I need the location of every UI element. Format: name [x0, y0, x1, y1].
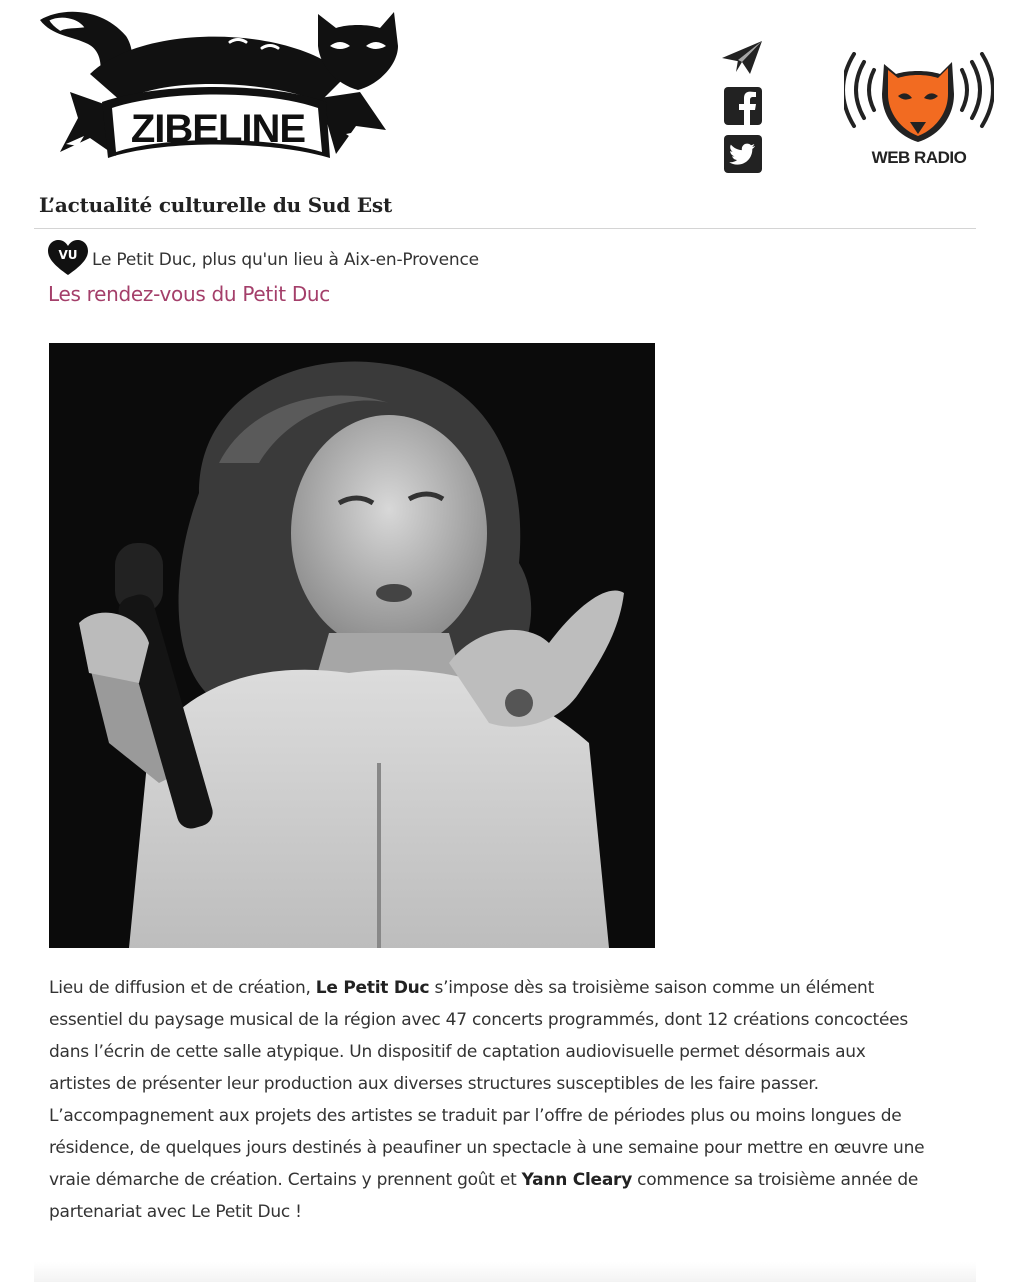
web-radio-link[interactable] — [844, 52, 994, 174]
body-bold-artist: Yann Cleary — [521, 1170, 633, 1190]
logo-wordmark: ZIBELINE — [130, 107, 306, 151]
body-text-segment: s’impose dès sa troisième saison comme un élément essentiel du paysage musical de la région avec 47 concerts programmés, dont 12 créations concoctées dans l’écrin de cette salle atypique. Un dispositif de captation audiovisuelle permet désormais aux artistes de présenter leur production aux diverses structures susceptibles de les faire passer. L’accompagnement aux projets des artistes se traduit par l’offre de périodes plus ou moins longues de résidence, de quelques jours destinés à peaufiner un spectacle à une semaine pour mettre en œuvre une vraie démarche de création. Certains y prennent goût et — [49, 978, 925, 1190]
category-label[interactable]: Le Petit Duc, plus qu'un lieu à Aix-en-Provence — [92, 250, 479, 270]
vu-badge-text: VU — [58, 248, 78, 262]
body-text-segment: Lieu de diffusion et de création, — [49, 978, 316, 998]
site-logo[interactable] — [30, 6, 400, 178]
vu-heart-badge-icon — [48, 240, 88, 276]
web-radio-label: WEB RADIO — [871, 148, 967, 167]
body-bold-venue: Le Petit Duc — [315, 978, 430, 998]
twitter-icon[interactable] — [720, 134, 764, 174]
bottom-edge — [34, 1262, 976, 1282]
fox-head-icon — [882, 62, 954, 142]
body-text-segment: commence sa troisième année de partenariat avec Le Petit Duc ! — [49, 1170, 919, 1222]
header-divider — [34, 228, 976, 229]
paper-plane-icon[interactable] — [720, 38, 764, 78]
facebook-icon[interactable] — [720, 86, 764, 126]
article-body — [49, 972, 929, 1228]
site-tagline: L’actualité culturelle du Sud Est — [39, 193, 393, 217]
article-photo — [49, 343, 655, 948]
singer-photo-illustration — [49, 343, 655, 948]
article-title: Les rendez-vous du Petit Duc — [48, 282, 330, 306]
social-links — [720, 38, 768, 182]
article-category — [48, 240, 479, 276]
